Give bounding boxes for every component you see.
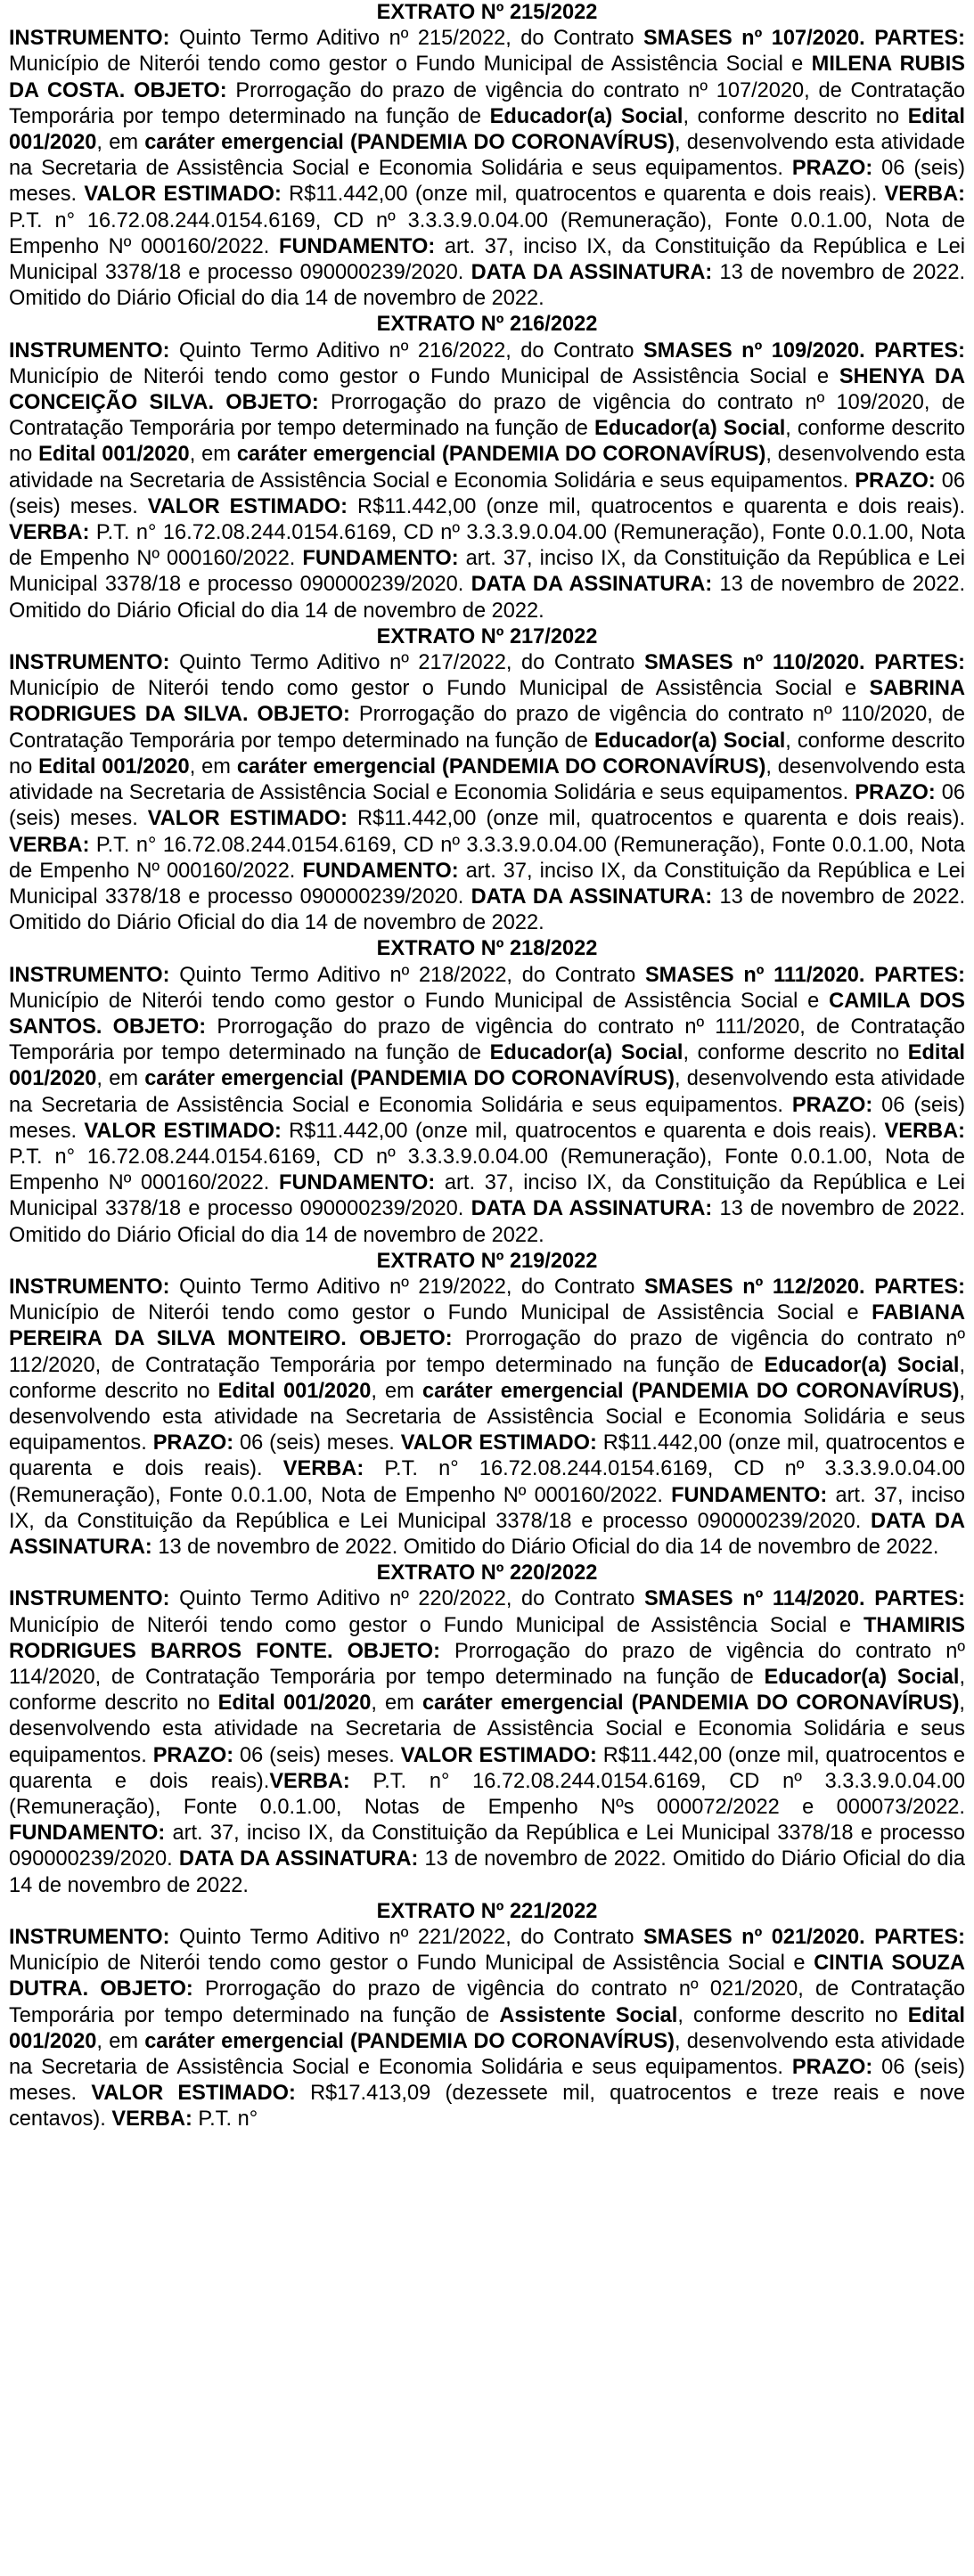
bold-segment: VALOR ESTIMADO: xyxy=(91,2082,296,2106)
bold-segment: VERBA: xyxy=(269,1769,350,1793)
text-segment: , conforme descrito no xyxy=(683,104,908,128)
bold-segment: PARTES: xyxy=(874,963,966,987)
bold-segment: FUNDAMENTO: xyxy=(302,859,459,883)
text-segment: art. 37, inciso IX, da Constituição da República e Lei Municipal 3378/18 e processo 090000239/2020. xyxy=(9,234,965,285)
bold-segment: PRAZO: xyxy=(855,469,936,493)
text-segment: Município de Niterói tendo como gestor o Fundo Municipal de Assistência Social e xyxy=(9,1952,814,1976)
extrato-section xyxy=(9,936,965,1248)
bold-segment: Educador(a) Social xyxy=(764,1666,960,1689)
bold-segment: INSTRUMENTO: xyxy=(9,1926,170,1950)
bold-segment: PRAZO: xyxy=(152,1743,234,1767)
text-segment: 06 (seis) meses. xyxy=(9,157,965,207)
text-segment: 06 (seis) meses. xyxy=(9,2056,965,2106)
text-segment xyxy=(865,1587,875,1610)
extrato-title: EXTRATO Nº 215/2022 xyxy=(376,1,598,24)
bold-segment: FUNDAMENTO: xyxy=(279,234,436,258)
text-segment: art. 37, inciso IX, da Constituição da República e Lei Municipal 3378/18 e processo 090000239/2020. xyxy=(9,859,965,909)
text-segment: R$11.442,00 (onze mil, quatrocentos e quarenta e dois reais). xyxy=(9,1431,965,1481)
bold-segment: CAMILA DOS SANTOS. OBJETO: xyxy=(9,989,965,1039)
text-segment: P.T. n° xyxy=(192,2107,258,2132)
text-segment: R$11.442,00 (onze mil, quatrocentos e quarenta e dois reais). xyxy=(281,1119,885,1143)
bold-segment: caráter emergencial (PANDEMIA DO CORONAVÍRUS) xyxy=(422,1692,960,1716)
text-segment: Prorrogação do prazo de vigência do contrato nº 111/2020, de Contratação Temporária por tempo determinado na função de xyxy=(9,1015,965,1065)
text-segment: art. 37, inciso IX, da Constituição da República e Lei Municipal 3378/18 e processo 090000239/2020. xyxy=(9,1822,965,1871)
bold-segment: Educador(a) Social xyxy=(594,417,786,441)
bold-segment: VERBA: xyxy=(111,2107,192,2132)
text-segment: Município de Niterói tendo como gestor o Fundo Municipal de Assistência Social e xyxy=(9,677,870,701)
extrato-section xyxy=(9,1899,965,2133)
bold-segment: PARTES: xyxy=(874,1587,965,1611)
extrato-title: EXTRATO Nº 221/2022 xyxy=(376,1899,598,1923)
text-segment: , conforme descrito no xyxy=(677,2003,908,2027)
text-segment: R$17.413,09 (dezessete mil, quatrocentos e treze reais e nove centavos). xyxy=(9,2082,965,2132)
extrato-body xyxy=(9,338,965,624)
bold-segment: INSTRUMENTO: xyxy=(9,651,170,675)
extrato-body xyxy=(9,650,965,936)
bold-segment: SMASES nº 021/2020. xyxy=(643,1926,865,1950)
bold-segment: caráter emergencial (PANDEMIA DO CORONAVÍRUS) xyxy=(236,754,766,779)
bold-segment: DATA DA ASSINATURA: xyxy=(178,1847,419,1871)
bold-segment: THAMIRIS RODRIGUES BARROS FONTE. OBJETO: xyxy=(9,1613,965,1663)
bold-segment: SMASES nº 110/2020. xyxy=(643,651,865,675)
text-segment: art. 37, inciso IX, da Constituição da República e Lei Municipal 3378/18 e processo 090000239/2020. xyxy=(9,1483,966,1533)
text-segment xyxy=(864,964,874,987)
text-segment xyxy=(865,651,875,674)
text-segment: 06 (seis) meses. xyxy=(233,1431,401,1455)
text-segment: Prorrogação do prazo de vigência do contrato nº 110/2020, de Contratação Temporária por tempo determinado na função de xyxy=(9,703,965,753)
extrato-body xyxy=(9,1275,965,1561)
extrato-body xyxy=(9,963,965,1249)
bold-segment: Edital 001/2020 xyxy=(9,104,965,155)
text-segment: Prorrogação do prazo de vigência do contrato nº 114/2020, de Contratação Temporária por tempo determinado na função de xyxy=(9,1639,965,1689)
bold-segment: Educador(a) Social xyxy=(594,729,786,753)
bold-segment: Edital 001/2020 xyxy=(217,1379,372,1403)
text-segment: , desenvolvendo esta atividade na Secretaria de Assistência Social e Economia Solidária e seus equipamentos. xyxy=(9,1067,965,1117)
text-segment: Município de Niterói tendo como gestor o Fundo Municipal de Assistência Social e xyxy=(9,1301,872,1325)
text-segment: P.T. n° 16.72.08.244.0154.6169, CD nº 3.3.3.9.0.04.00 (Remuneração), Fonte 0.0.1.00, Nota de Empenho Nº 000160/2022. xyxy=(9,208,965,258)
text-segment: , em xyxy=(189,443,237,467)
text-segment: P.T. n° 16.72.08.244.0154.6169, CD nº 3.3.3.9.0.04.00 (Remuneração), Fonte 0.0.1.00, Nota de Empenho Nº 000160/2022. xyxy=(9,833,965,883)
extrato-body xyxy=(9,1925,965,2133)
text-segment: art. 37, inciso IX, da Constituição da República e Lei Municipal 3378/18 e processo 090000239/2020. xyxy=(9,547,965,597)
text-segment: , conforme descrito no xyxy=(683,1041,908,1065)
text-segment: Prorrogação do prazo de vigência do contrato nº 109/2020, de Contratação Temporária por tempo determinado na função de xyxy=(9,391,965,441)
text-segment: Quinto Termo Aditivo nº 218/2022, do Contrato xyxy=(169,963,645,987)
text-segment: 13 de novembro de 2022. Omitido do Diário Oficial do dia 14 de novembro de 2022. xyxy=(9,261,965,311)
text-segment: R$11.442,00 (onze mil, quatrocentos e quarenta e dois reais). xyxy=(9,1743,965,1793)
text-segment: , em xyxy=(96,131,145,155)
extrato-title: EXTRATO Nº 216/2022 xyxy=(376,313,598,337)
extrato-section xyxy=(9,624,965,936)
text-segment: 13 de novembro de 2022. Omitido do Diário Oficial do dia 14 de novembro de 2022. xyxy=(9,1847,965,1897)
text-segment: Quinto Termo Aditivo nº 215/2022, do Contrato xyxy=(169,27,644,51)
bold-segment: caráter emergencial (PANDEMIA DO CORONAVÍRUS) xyxy=(144,131,675,155)
bold-segment: SHENYA DA CONCEIÇÃO SILVA. OBJETO: xyxy=(9,364,965,415)
bold-segment: DATA DA ASSINATURA: xyxy=(471,261,713,285)
bold-segment: PRAZO: xyxy=(855,781,936,805)
bold-segment: DATA DA ASSINATURA: xyxy=(471,884,713,909)
extrato-title: EXTRATO Nº 218/2022 xyxy=(376,937,598,961)
bold-segment: SMASES nº 107/2020. xyxy=(643,27,865,51)
text-segment: P.T. n° 16.72.08.244.0154.6169, CD nº 3.3.3.9.0.04.00 (Remuneração), Fonte 0.0.1.00, Nota de Empenho Nº 000160/2022. xyxy=(9,521,965,571)
text-segment: , em xyxy=(189,754,237,779)
bold-segment: SMASES nº 114/2020. xyxy=(643,1587,865,1611)
extrato-section xyxy=(9,0,965,312)
bold-segment: Edital 001/2020 xyxy=(217,1692,372,1716)
bold-segment: VALOR ESTIMADO: xyxy=(84,183,282,207)
bold-segment: Edital 001/2020 xyxy=(38,443,190,467)
text-segment: Município de Niterói tendo como gestor o Fundo Municipal de Assistência Social e xyxy=(9,1613,864,1637)
extrato-title: EXTRATO Nº 220/2022 xyxy=(376,1561,598,1586)
text-segment xyxy=(865,1276,875,1299)
bold-segment: VALOR ESTIMADO: xyxy=(147,494,348,518)
text-segment: , conforme descrito no xyxy=(9,1353,965,1403)
bold-segment: FUNDAMENTO: xyxy=(671,1483,828,1507)
bold-segment: PARTES: xyxy=(874,338,965,363)
bold-segment: VERBA: xyxy=(282,1457,364,1481)
text-segment: , desenvolvendo esta atividade na Secretaria de Assistência Social e Economia Solidária e seus equipamentos. xyxy=(9,1692,965,1767)
text-segment: P.T. n° 16.72.08.244.0154.6169, CD nº 3.3.3.9.0.04.00 (Remuneração), Fonte 0.0.1.00, Nota de Empenho Nº 000160/2022. xyxy=(9,1457,965,1507)
bold-segment: VALOR ESTIMADO: xyxy=(147,807,348,831)
bold-segment: CINTIA SOUZA DUTRA. OBJETO: xyxy=(9,1952,965,2001)
bold-segment: SMASES nº 109/2020. xyxy=(643,338,865,363)
bold-segment: VALOR ESTIMADO: xyxy=(400,1743,597,1767)
bold-segment: INSTRUMENTO: xyxy=(9,1587,170,1611)
text-segment: Quinto Termo Aditivo nº 220/2022, do Contrato xyxy=(169,1587,644,1611)
bold-segment: INSTRUMENTO: xyxy=(9,338,170,363)
bold-segment: DATA DA ASSINATURA: xyxy=(471,1197,713,1221)
text-segment: , em xyxy=(371,1379,422,1403)
bold-segment: caráter emergencial (PANDEMIA DO CORONAVÍRUS) xyxy=(236,443,766,467)
bold-segment: Edital 001/2020 xyxy=(9,2003,965,2053)
bold-segment: VERBA: xyxy=(9,833,90,857)
extrato-title: EXTRATO Nº 219/2022 xyxy=(376,1249,598,1273)
text-segment: Município de Niterói tendo como gestor o Fundo Municipal de Assistência Social e xyxy=(9,364,839,388)
text-segment: , em xyxy=(96,2029,145,2053)
bold-segment: Edital 001/2020 xyxy=(38,754,190,779)
extrato-section xyxy=(9,312,965,624)
text-segment: , desenvolvendo esta atividade na Secretaria de Assistência Social e Economia Solidária e seus equipamentos. xyxy=(9,1379,965,1455)
bold-segment: VALOR ESTIMADO: xyxy=(400,1431,597,1455)
text-segment: Município de Niterói tendo como gestor o Fundo Municipal de Assistência Social e xyxy=(9,989,830,1013)
bold-segment: VALOR ESTIMADO: xyxy=(84,1119,282,1143)
extrato-body xyxy=(9,26,965,312)
text-segment xyxy=(865,339,875,363)
bold-segment: Assistente Social xyxy=(499,2003,678,2027)
text-segment: 13 de novembro de 2022. Omitido do Diário Oficial do dia 14 de novembro de 2022. xyxy=(9,573,965,623)
text-segment: R$11.442,00 (onze mil, quatrocentos e quarenta e dois reais). xyxy=(281,183,885,207)
bold-segment: DATA DA ASSINATURA: xyxy=(471,573,713,597)
bold-segment: Edital 001/2020 xyxy=(9,1041,965,1091)
text-segment: , desenvolvendo esta atividade na Secretaria de Assistência Social e Economia Solidária e seus equipamentos. xyxy=(9,2029,965,2080)
bold-segment: MILENA RUBIS DA COSTA. OBJETO: xyxy=(9,53,965,102)
bold-segment: Educador(a) Social xyxy=(764,1353,960,1377)
bold-segment: DATA DA ASSINATURA: xyxy=(9,1509,965,1559)
bold-segment: PRAZO: xyxy=(791,2056,873,2080)
bold-segment: PARTES: xyxy=(874,1926,965,1950)
text-segment: , em xyxy=(371,1692,422,1716)
text-segment: 06 (seis) meses. xyxy=(9,469,965,518)
text-segment: R$11.442,00 (onze mil, quatrocentos e quarenta e dois reais). xyxy=(348,494,966,518)
text-segment: , desenvolvendo esta atividade na Secretaria de Assistência Social e Economia Solidária e seus equipamentos. xyxy=(9,131,965,181)
text-segment: 06 (seis) meses. xyxy=(233,1743,401,1767)
text-segment: 13 de novembro de 2022. Omitido do Diário Oficial do dia 14 de novembro de 2022. xyxy=(151,1535,939,1559)
text-segment: , desenvolvendo esta atividade na Secretaria de Assistência Social e Economia Solidária e seus equipamentos. xyxy=(9,443,965,493)
bold-segment: SABRINA RODRIGUES DA SILVA. OBJETO: xyxy=(9,677,965,727)
bold-segment: INSTRUMENTO: xyxy=(9,27,170,51)
text-segment: , conforme descrito no xyxy=(9,417,965,467)
bold-segment: INSTRUMENTO: xyxy=(9,1275,170,1299)
bold-segment: PARTES: xyxy=(874,1275,965,1299)
text-segment: , conforme descrito no xyxy=(9,729,965,779)
bold-segment: caráter emergencial (PANDEMIA DO CORONAVÍRUS) xyxy=(144,2029,675,2053)
text-segment: 13 de novembro de 2022. Omitido do Diário Oficial do dia 14 de novembro de 2022. xyxy=(9,884,965,935)
text-segment: , conforme descrito no xyxy=(9,1666,965,1716)
text-segment: 06 (seis) meses. xyxy=(9,1093,965,1143)
text-segment: , desenvolvendo esta atividade na Secretaria de Assistência Social e Economia Solidária e seus equipamentos. xyxy=(9,754,965,805)
bold-segment: FUNDAMENTO: xyxy=(302,547,459,571)
text-segment: Quinto Termo Aditivo nº 219/2022, do Contrato xyxy=(169,1275,644,1299)
bold-segment: FABIANA PEREIRA DA SILVA MONTEIRO. OBJETO: xyxy=(9,1301,965,1351)
text-segment: Município de Niterói tendo como gestor o Fundo Municipal de Assistência Social e xyxy=(9,53,812,77)
text-segment: P.T. n° 16.72.08.244.0154.6169, CD nº 3.3.3.9.0.04.00 (Remuneração), Fonte 0.0.1.00, Nota de Empenho Nº 000160/2022. xyxy=(9,1145,965,1195)
bold-segment: caráter emergencial (PANDEMIA DO CORONAVÍRUS) xyxy=(144,1067,675,1091)
extrato-section xyxy=(9,1249,965,1561)
text-segment: , em xyxy=(96,1067,145,1091)
bold-segment: FUNDAMENTO: xyxy=(279,1171,436,1195)
bold-segment: PRAZO: xyxy=(791,157,873,181)
bold-segment: PRAZO: xyxy=(791,1093,873,1117)
text-segment xyxy=(865,1926,875,1949)
bold-segment: PARTES: xyxy=(874,27,965,51)
text-segment: 13 de novembro de 2022. Omitido do Diário Oficial do dia 14 de novembro de 2022. xyxy=(9,1197,965,1247)
text-segment xyxy=(865,27,875,50)
text-segment: 06 (seis) meses. xyxy=(9,781,965,831)
bold-segment: VERBA: xyxy=(9,521,90,545)
text-segment: Quinto Termo Aditivo nº 216/2022, do Contrato xyxy=(169,338,644,363)
bold-segment: SMASES nº 111/2020. xyxy=(644,963,865,987)
extrato-title: EXTRATO Nº 217/2022 xyxy=(376,624,598,648)
extrato-section xyxy=(9,1561,965,1899)
text-segment: R$11.442,00 (onze mil, quatrocentos e quarenta e dois reais). xyxy=(348,807,966,831)
bold-segment: FUNDAMENTO: xyxy=(9,1822,166,1846)
text-segment: P.T. n° 16.72.08.244.0154.6169, CD nº 3.3.3.9.0.04.00 (Remuneração), Fonte 0.0.1.00, Notas de Empenho Nºs 000072/2022 e 000073/2022. xyxy=(9,1769,965,1820)
bold-segment: VERBA: xyxy=(884,183,965,207)
text-segment: Quinto Termo Aditivo nº 221/2022, do Contrato xyxy=(169,1926,644,1950)
bold-segment: INSTRUMENTO: xyxy=(9,963,170,987)
bold-segment: Educador(a) Social xyxy=(489,1041,683,1065)
bold-segment: PRAZO: xyxy=(152,1431,234,1455)
text-segment: art. 37, inciso IX, da Constituição da República e Lei Municipal 3378/18 e processo 090000239/2020. xyxy=(9,1171,965,1221)
bold-segment: caráter emergencial (PANDEMIA DO CORONAVÍRUS) xyxy=(422,1379,960,1403)
bold-segment: SMASES nº 112/2020. xyxy=(643,1275,865,1299)
text-segment: Prorrogação do prazo de vigência do contrato nº 021/2020, de Contratação Temporária por tempo determinado na função de xyxy=(9,1977,965,2027)
bold-segment: Educador(a) Social xyxy=(489,104,683,128)
bold-segment: PARTES: xyxy=(874,651,965,675)
text-segment: Prorrogação do prazo de vigência do contrato nº 112/2020, de Contratação Temporária por tempo determinado na função de xyxy=(9,1327,965,1377)
bold-segment: VERBA: xyxy=(884,1119,965,1143)
text-segment: Quinto Termo Aditivo nº 217/2022, do Contrato xyxy=(169,651,644,675)
extrato-body xyxy=(9,1586,965,1898)
text-segment: Prorrogação do prazo de vigência do contrato nº 107/2020, de Contratação Temporária por tempo determinado na função de xyxy=(9,78,966,128)
